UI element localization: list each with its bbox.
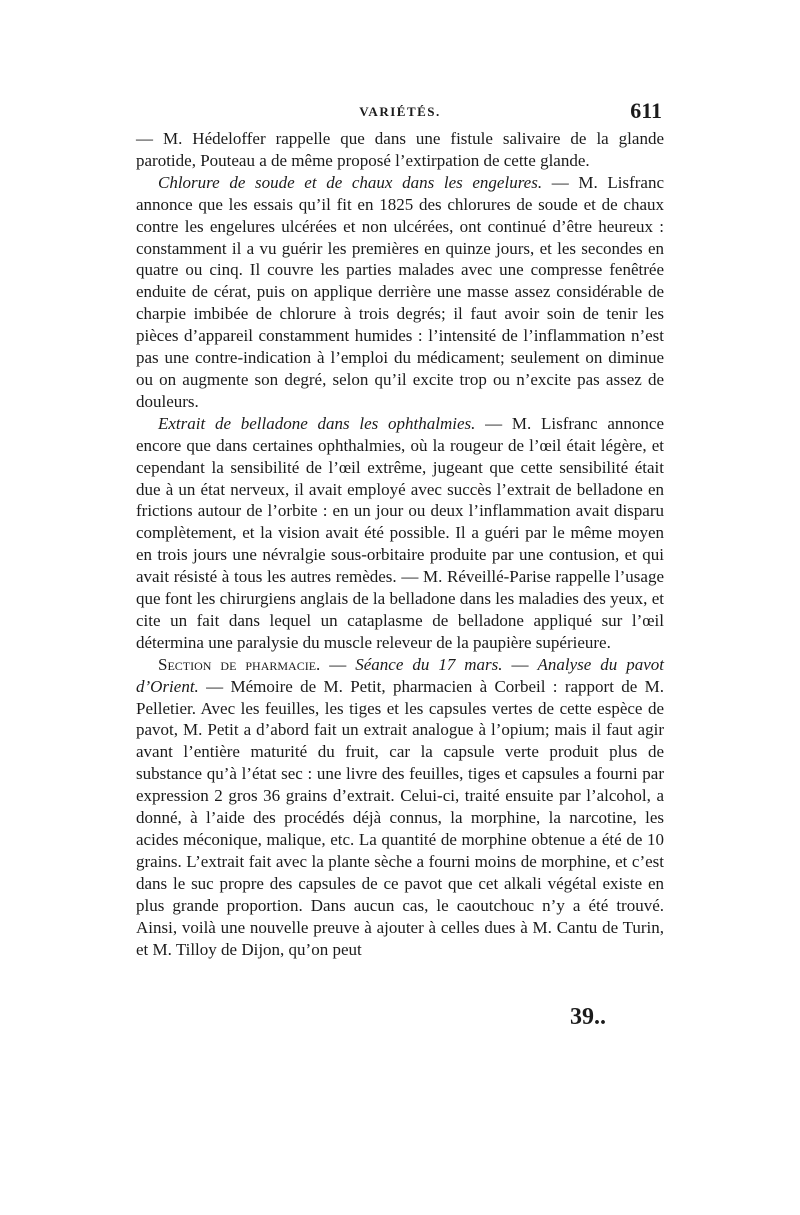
paragraph-text: — M. Hédeloffer rappelle que dans une fistule salivaire de la glande parotide, Pouteau a de même proposé l’extirpation de cette glande. [136,129,664,170]
section-heading: Section de pharmacie. [158,654,321,674]
paragraph [136,128,664,172]
paragraph [136,654,664,961]
paragraph-text: — [320,654,356,674]
italic-heading: Extrait de belladone dans les ophthalmies. [158,413,476,433]
italic-heading: Chlorure de soude et de chaux dans les engelures. [158,172,543,192]
running-head: VARIÉTÉS. [359,104,441,119]
page-header [136,100,664,130]
paragraph [136,172,664,413]
paragraph-text: — [502,654,538,674]
body-text [136,128,664,960]
page-number: 611 [630,98,662,123]
italic-heading: Séance du 17 mars. [355,654,503,674]
paragraph [136,413,664,654]
signature-mark: 39.. [570,1004,606,1030]
paragraph-text: — M. Lisfranc annonce encore que dans certaines ophthalmies, où la rougeur de l’œil était légère, et cependant la sensibilité de l’œil extrême, jugeant que cette sensibilité était due à un état nerveux, il avait employé avec succès l’extrait de belladone en frictions autour de l’orbite : en un jour ou deux l’inflammation avait disparu complètement, et la vision avait été possible. Il a guéri par le même moyen en trois jours une névralgie sous-orbitaire produite par une contusion, et qui avait résisté à tous les autres remèdes. — M. Réveillé-Parise rappelle l’usage que font les chirurgiens anglais de la belladone dans les maladies des yeux, et cite un fait dans lequel un cataplasme de belladone appliqué sur l’œil détermina une paralysie du muscle releveur de la paupière supérieure. [136,413,665,652]
italic-heading: Analyse du pavot d’Orient. [136,654,664,696]
paragraph-text: — Mémoire de M. Petit, pharmacien à Corbeil : rapport de M. Pelletier. Avec les feuilles, les tiges et les capsules vertes de cette espèce de pavot, M. Petit a d’abord fait un extrait analogue à l’opium; mais il faut agir avant l’entière maturité du fruit, car la capsule verte produit plus de substance qu’à l’état sec : une livre des feuilles, tiges et capsules a fourni par expression 2 gros 36 grains d’extrait. Celui-ci, traité ensuite par l’alcohol, a donné, à l’aide des procédés déjà connus, la morphine, la narcotine, les acides méconique, malique, etc. La quantité de morphine obtenue a été de 10 grains. L’extrait fait avec la plante sèche a fourni moins de morphine, et c’est dans le suc propre des capsules de ce pavot que cet alkali végétal existe en plus grande proportion. Dans aucun cas, le caoutchouc n’y a été trouvé. Ainsi, voilà une nouvelle preuve à ajouter à celles dues à M. Cantu de Turin, et M. Tilloy de Dijon, qu’on peut [136,676,664,959]
paragraph-text: — M. Lisfranc annonce que les essais qu’il fit en 1825 des chlorures de soude et de chaux contre les engelures ulcérées et non ulcérées, ont continué d’être heureux : constamment il a vu guérir les premières en quinze jours, et les secondes en quatre ou cinq. Il couvre les parties malades avec une compresse fenêtrée enduite de cérat, puis on applique derrière une masse assez considérable de charpie imbibée de chlorure à trois degrés; il faut avoir soin de tenir les pièces d’appareil constamment humides : l’intensité de l’inflammation n’est pas une contre-indication à l’emploi du médicament; seulement on diminue ou on augmente son degré, selon qu’il excite trop ou n’excite pas assez de douleurs. [136,172,664,411]
